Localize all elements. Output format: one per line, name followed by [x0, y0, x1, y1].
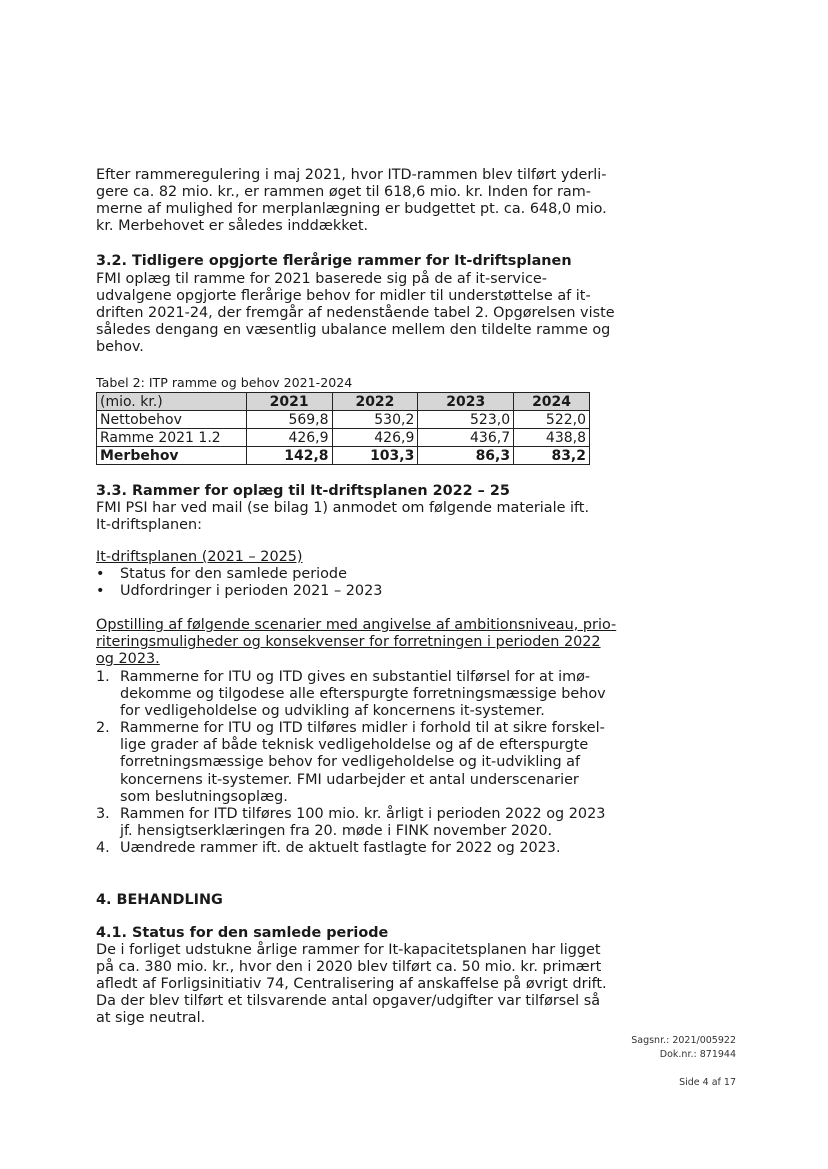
column-header: 2021	[246, 393, 332, 411]
section-3-2-paragraph	[96, 271, 615, 356]
table-row-total	[97, 447, 590, 465]
list-item	[96, 583, 382, 600]
table-cell: 83,2	[514, 447, 590, 465]
list-item-text	[96, 669, 606, 720]
text-line: jf. hensigtserklæringen fra 20. møde i FINK november 2020.	[120, 822, 553, 839]
text-line: koncernens it-systemer. FMI udarbejder et antal underscenarier	[120, 771, 579, 788]
numbered-list	[96, 669, 606, 857]
table-cell: 426,9	[246, 429, 332, 447]
table-cell: 426,9	[332, 429, 418, 447]
list-number: 4.	[96, 839, 110, 856]
bullet-marker: •	[96, 566, 105, 582]
text-line: FMI oplæg til ramme for 2021 baserede sig på de af it-service-	[96, 271, 547, 287]
text-line: Rammerne for ITU og ITD gives en substantiel tilførsel for at imø-	[120, 669, 591, 685]
text-line: forretningsmæssige behov for vedligeholdelse og it-udvikling af	[120, 754, 581, 771]
table-row	[97, 411, 590, 429]
section-3-3-paragraph	[96, 500, 589, 534]
text-line: således dengang en væsentlig ubalance mellem den tildelte ramme og	[96, 322, 611, 339]
intro-paragraph	[96, 167, 607, 235]
column-header: 2023	[418, 393, 514, 411]
list-number: 1.	[96, 669, 110, 685]
section-heading-4: 4. BEHANDLING	[96, 892, 223, 908]
table-cell: 86,3	[418, 447, 514, 465]
table-cell: 142,8	[246, 447, 332, 465]
section-heading-3-3: 3.3. Rammer for oplæg til It-driftsplanen 2022 – 25	[96, 483, 510, 499]
text-line: Da der blev tilført et tilsvarende antal opgaver/udgifter var tilførsel så	[96, 993, 601, 1010]
text-line: It-driftsplanen:	[96, 517, 202, 534]
text-line: og 2023.	[96, 651, 160, 668]
text-line: De i forliget udstukne årlige rammer for It-kapacitetsplanen har ligget	[96, 942, 601, 958]
section-heading-3-2: 3.2. Tidligere opgjorte flerårige rammer for It-driftsplanen	[96, 253, 572, 269]
row-label: Merbehov	[97, 447, 247, 465]
text-line: merne af mulighed for merplanlægning er budgettet pt. ca. 648,0 mio.	[96, 201, 607, 218]
table-caption: Tabel 2: ITP ramme og behov 2021-2024	[96, 375, 353, 390]
text-line: riteringsmuligheder og konsekvenser for forretningen i perioden 2022	[96, 634, 601, 651]
itp-table	[96, 392, 590, 465]
text-line: kr. Merbehovet er således inddækket.	[96, 218, 369, 235]
text-line: Uændrede rammer ift. de aktuelt fastlagte for 2022 og 2023.	[120, 839, 561, 856]
list-item-text: Status for den samlede periode	[120, 566, 347, 582]
list-item-text	[96, 720, 606, 805]
table-cell: 438,8	[514, 429, 590, 447]
text-line: for vedligeholdelse og udvikling af koncernens it-systemer.	[120, 703, 545, 720]
table-cell: 530,2	[332, 411, 418, 429]
text-line: dekomme og tilgodese alle efterspurgte forretningsmæssige behov	[120, 686, 606, 703]
table-cell: 522,0	[514, 411, 590, 429]
table-cell: 523,0	[418, 411, 514, 429]
page-number: Side 4 af 17	[679, 1077, 736, 1088]
section-heading-4-1: 4.1. Status for den samlede periode	[96, 925, 389, 941]
list-item-text: Udfordringer i perioden 2021 – 2023	[120, 583, 383, 600]
text-line: It-driftsplanen (2021 – 2025)	[96, 549, 303, 565]
text-line: Efter rammeregulering i maj 2021, hvor ITD-rammen blev tilført yderli-	[96, 167, 607, 183]
bullet-list	[96, 566, 382, 600]
list-number: 3.	[96, 805, 110, 822]
text-line: FMI PSI har ved mail (se bilag 1) anmodet om følgende materiale ift.	[96, 500, 590, 516]
list-item-text	[96, 840, 606, 857]
subheading-it-driftsplanen	[96, 549, 303, 566]
scenario-heading	[96, 617, 616, 668]
text-line: på ca. 380 mio. kr., hvor den i 2020 blev tilført ca. 50 mio. kr. primært	[96, 959, 602, 976]
text-line: driften 2021-24, der fremgår af nedenstående tabel 2. Opgørelsen viste	[96, 305, 615, 322]
document-number: Dok.nr.: 871944	[659, 1049, 736, 1060]
text-line: Rammen for ITD tilføres 100 mio. kr. årligt i perioden 2022 og 2023	[120, 805, 606, 822]
text-line: som beslutningsoplæg.	[120, 788, 288, 805]
table-cell: 436,7	[418, 429, 514, 447]
list-item	[96, 669, 606, 720]
list-item	[96, 840, 606, 857]
list-item-text	[96, 806, 606, 840]
text-line: gere ca. 82 mio. kr., er rammen øget til 618,6 mio. kr. Inden for ram-	[96, 184, 591, 201]
table-cell: 569,8	[246, 411, 332, 429]
column-header: 2024	[514, 393, 590, 411]
bullet-marker: •	[96, 583, 105, 600]
text-line: Rammerne for ITU og ITD tilføres midler i forhold til at sikre forskel-	[120, 720, 605, 737]
list-item	[96, 566, 382, 583]
list-item	[96, 806, 606, 840]
column-header: (mio. kr.)	[97, 393, 247, 411]
row-label: Nettobehov	[97, 411, 247, 429]
section-4-1-paragraph	[96, 942, 607, 1027]
table-cell: 103,3	[332, 447, 418, 465]
text-line: udvalgene opgjorte flerårige behov for midler til understøttelse af it-	[96, 288, 591, 305]
text-line: Opstilling af følgende scenarier med angivelse af ambitionsniveau, prio-	[96, 617, 617, 633]
column-header: 2022	[332, 393, 418, 411]
table-row	[97, 429, 590, 447]
list-item	[96, 720, 606, 805]
row-label: Ramme 2021 1.2	[97, 429, 247, 447]
table-header-row	[97, 393, 590, 411]
text-line: afledt af Forligsinitiativ 74, Centralisering af anskaffelse på øvrigt drift.	[96, 976, 607, 993]
text-line: behov.	[96, 339, 144, 356]
text-line: lige grader af både teknisk vedligeholdelse og af de efterspurgte	[120, 737, 589, 754]
case-number: Sagsnr.: 2021/005922	[631, 1035, 736, 1046]
list-number: 2.	[96, 720, 110, 737]
text-line: at sige neutral.	[96, 1010, 206, 1027]
